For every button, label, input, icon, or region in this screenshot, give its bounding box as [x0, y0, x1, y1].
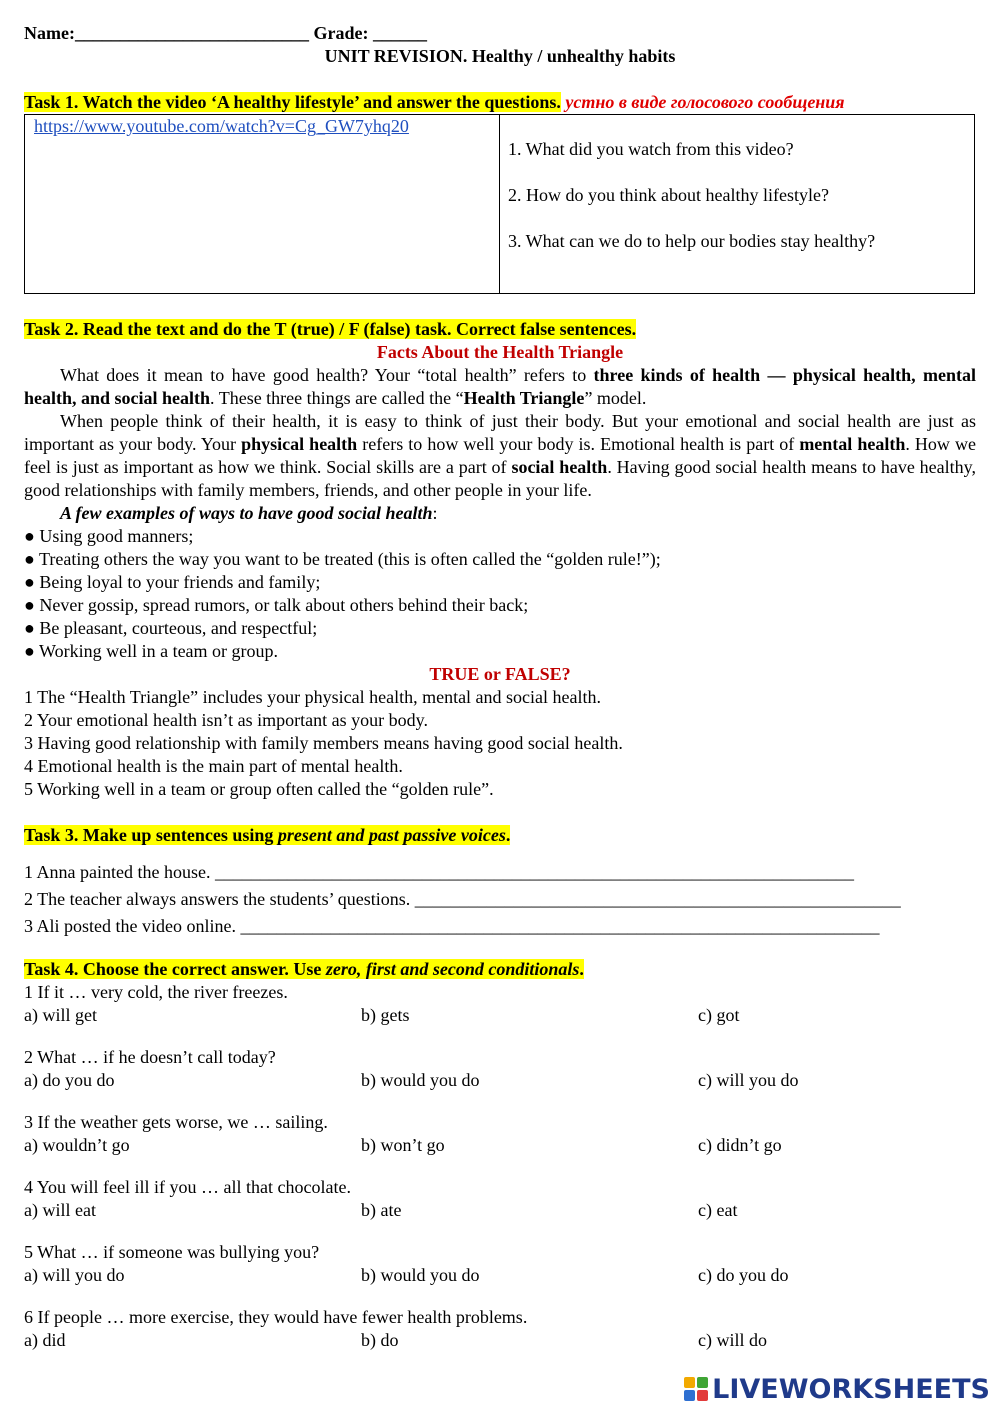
task2-heading-text: Task 2. Read the text and do the T (true) / F (false) task. Correct false sentences. [24, 319, 637, 339]
task4-heading: Task 4. Choose the correct answer. Use zero, first and second conditionals. [24, 959, 584, 979]
grade-label: Grade: [313, 23, 369, 43]
option-c[interactable]: c) do you do [698, 1265, 789, 1285]
task3-sentences [24, 859, 976, 940]
option-c[interactable]: c) got [698, 1005, 740, 1025]
option-b[interactable]: b) do [361, 1330, 399, 1350]
option-b[interactable]: b) gets [361, 1005, 410, 1025]
name-label: Name: [24, 23, 75, 43]
name-grade-line [24, 22, 976, 45]
tf-statement[interactable]: 4 Emotional health is the main part of mental health. [24, 756, 403, 776]
logo-text: LIVEWORKSHEETS [712, 1373, 990, 1405]
worksheet-page [24, 22, 976, 1352]
task1-table [24, 114, 975, 294]
question-text: 6 If people … more exercise, they would have fewer health problems. [24, 1307, 528, 1327]
paragraph-1: What does it mean to have good health? Your “total health” refers to three kinds of health — physical health, mental health, and social health. These three things are called the “Health Triangle” model. [24, 365, 976, 408]
questions-cell [500, 115, 975, 294]
tf-statements [24, 686, 976, 801]
option-c[interactable]: c) will you do [698, 1070, 799, 1090]
bullet-list [24, 525, 976, 663]
task1-question: 1. What did you watch from this video? [508, 139, 794, 159]
list-item: ● Working well in a team or group. [24, 641, 279, 661]
question-text: 3 If the weather gets worse, we … sailing. [24, 1112, 328, 1132]
option-a[interactable]: a) did [24, 1330, 66, 1350]
task4-question-2 [24, 1046, 976, 1092]
grade-field[interactable]: ______ [372, 23, 427, 43]
video-cell [25, 115, 500, 294]
sentence-answer-line[interactable]: 2 The teacher always answers the students’ questions. ______________________________________________________ [24, 889, 901, 909]
page-title: UNIT REVISION. Healthy / unhealthy habits [324, 46, 676, 66]
task4-question-6 [24, 1306, 976, 1352]
list-item: ● Using good manners; [24, 526, 194, 546]
question-text: 1 If it … very cold, the river freezes. [24, 982, 288, 1002]
question-text: 2 What … if he doesn’t call today? [24, 1047, 276, 1067]
sentence-answer-line[interactable]: 1 Anna painted the house. _______________________________________________________________________ [24, 862, 854, 882]
option-a[interactable]: a) will eat [24, 1200, 96, 1220]
option-b[interactable]: b) won’t go [361, 1135, 445, 1155]
tf-statement[interactable]: 3 Having good relationship with family members means having good social health. [24, 733, 623, 753]
list-item: ● Treating others the way you want to be treated (this is often called the “golden rule!”); [24, 549, 661, 569]
task1-heading [24, 91, 976, 114]
task2-heading [24, 318, 976, 341]
task1-heading-text: Task 1. Watch the video ‘A healthy lifestyle’ and answer the questions. [24, 92, 561, 112]
question-text: 4 You will feel ill if you … all that chocolate. [24, 1177, 351, 1197]
task4-question-3 [24, 1111, 976, 1157]
examples-heading: A few examples of ways to have good social health: [60, 503, 438, 523]
question-text: 5 What … if someone was bullying you? [24, 1242, 320, 1262]
task1-question: 2. How do you think about healthy lifestyle? [508, 185, 829, 205]
option-c[interactable]: c) eat [698, 1200, 738, 1220]
paragraph-2: When people think of their health, it is easy to think of just their body. But your emotional and social health are just as important as your body. Your physical health refers to how well your body is. Emotional health is part of mental health. How we feel is just as important as how we think. Social skills are a part of social health. Having good social health means to have healthy, good relationships with family members, friends, and other people in your life. [24, 411, 976, 500]
option-a[interactable]: a) do you do [24, 1070, 115, 1090]
tf-title: TRUE or FALSE? [429, 664, 571, 684]
tf-statement[interactable]: 2 Your emotional health isn’t as important as your body. [24, 710, 428, 730]
task4-question-4 [24, 1176, 976, 1222]
task1-note: устно в виде голосового сообщения [565, 92, 845, 112]
option-b[interactable]: b) would you do [361, 1070, 480, 1090]
task4-question-1 [24, 981, 976, 1027]
logo-mark-icon [684, 1377, 708, 1401]
text-title: Facts About the Health Triangle [376, 342, 624, 362]
tf-statement[interactable]: 5 Working well in a team or group often called the “golden rule”. [24, 779, 494, 799]
option-a[interactable]: a) will you do [24, 1265, 125, 1285]
list-item: ● Being loyal to your friends and family; [24, 572, 321, 592]
list-item: ● Be pleasant, courteous, and respectful; [24, 618, 318, 638]
option-b[interactable]: b) would you do [361, 1265, 480, 1285]
name-field[interactable]: __________________________ [74, 23, 309, 43]
liveworksheets-logo [684, 1371, 990, 1407]
task4-question-5 [24, 1241, 976, 1287]
list-item: ● Never gossip, spread rumors, or talk about others behind their back; [24, 595, 529, 615]
video-link[interactable]: https://www.youtube.com/watch?v=Cg_GW7yhq20 [34, 116, 409, 136]
task3-heading: Task 3. Make up sentences using present and past passive voices. [24, 825, 511, 845]
option-c[interactable]: c) didn’t go [698, 1135, 782, 1155]
sentence-answer-line[interactable]: 3 Ali posted the video online. _______________________________________________________________________ [24, 916, 880, 936]
task1-question: 3. What can we do to help our bodies stay healthy? [508, 231, 876, 251]
tf-statement[interactable]: 1 The “Health Triangle” includes your physical health, mental and social health. [24, 687, 602, 707]
option-c[interactable]: c) will do [698, 1330, 767, 1350]
option-a[interactable]: a) wouldn’t go [24, 1135, 130, 1155]
option-b[interactable]: b) ate [361, 1200, 402, 1220]
option-a[interactable]: a) will get [24, 1005, 97, 1025]
